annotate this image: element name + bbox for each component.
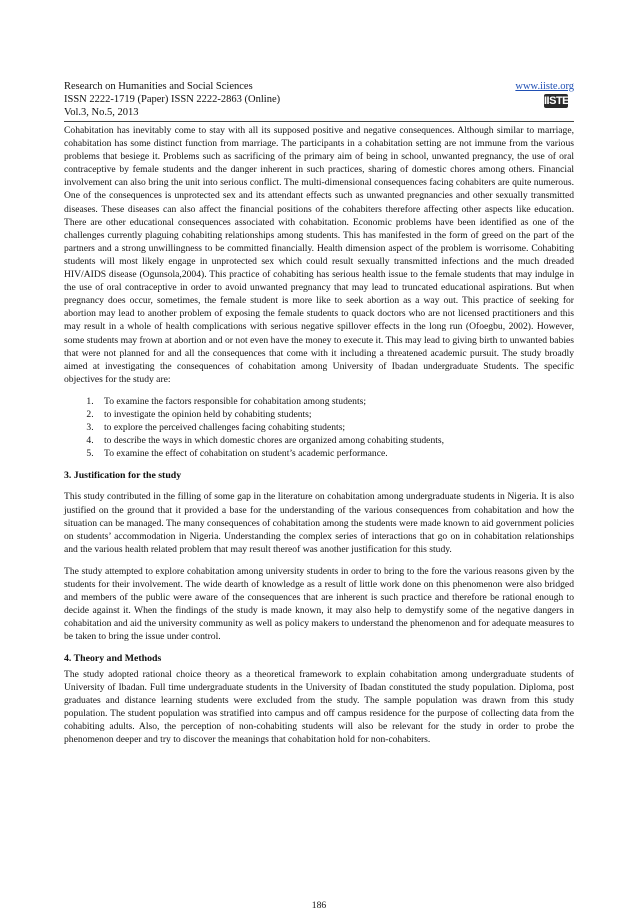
objective-item: 4. to describe the ways in which domestic chores are organized among cohabiting students, bbox=[96, 434, 574, 447]
article-body bbox=[64, 124, 574, 746]
objective-item: 3. to explore the perceived challenges facing cohabiting students; bbox=[96, 421, 574, 434]
objective-item: 2. to investigate the opinion held by cohabiting students; bbox=[96, 408, 574, 421]
page-number: 186 bbox=[311, 900, 327, 911]
objectives-list bbox=[64, 395, 574, 460]
intro-paragraph: Cohabitation has inevitably come to stay with all its supposed positive and negative consequences. Although similar to marriage, cohabitation has some distinct function from marriage. The participants in a cohabitation setting are not immune from the various problems that besiege it. Problems such as sacrificing of the primary aim of being in school, unwanted pregnancy, the use of oral contraceptive by female students and the danger inherent in such practices, sharing of domestic chores among others. Financial involvement can also bring the unit into serious conflict. The multi-dimensional consequences facing cohabiters are quite numerous. One of the consequences is unprotected sex and its attendant effects such as unwanted pregnancies and other sexually transmitted diseases. These diseases can also affect the financial positions of the cohabiters therefore affecting other aspects like education. There are other educational consequences associated with cohabitation. Economic problems have been identified as one of the challenges currently plaguing cohabiting relationships among students. This has manifested in the form of greed on the part of the partners and a strong unwillingness to be committed financially. Health dimension aspect of the problem is worrisome. Cohabiting students will most likely engage in unprotected sex which could result sexually transmitted infections and the much dreaded HIV/AIDS disease (Ogunsola,2004). This practice of cohabiting has serious health issue to the female students that may indulge in the use of oral contraceptive in order to avoid unwanted pregnancy that may lead to truncated educational aspirations. But when pregnancy does occur, sometimes, the female student is more like to seek abortion as a way out. This practice of seeking for abortion may lead to another problem of exposing the female students to quack doctors who are not licensed practitioners and this may result in a whole of health complications with serious negative spillover effects in the long run (Ofoegbu, 2002). However, some students may frown at abortion and or not even have the money to execute it. This may lead to giving birth to unwanted babies that were not planned for and all the consequences that come with it including a threatened academic pursuit. The study broadly aimed at investigating the consequences of cohabitation among University of Ibadan undergraduate Students. The specific objectives for the study are: bbox=[64, 125, 574, 385]
objective-item: 5. To examine the effect of cohabitation on student’s academic performance. bbox=[96, 447, 574, 460]
journal-header bbox=[64, 80, 574, 119]
header-divider bbox=[64, 121, 574, 122]
section-3-paragraph-1: This study contributed in the filling of some gap in the literature on cohabitation among undergraduate students in Nigeria. It is also justified on the ground that it provided a base for the understanding of the various consequences from cohabitation and how the situation can be managed. The many consequences of cohabitation among the students were made known to aid government policies on students’ accommodation in Nigeria. Understanding the complex series of interactions that go on in cohabitation relationships and the various health related problem that may result thereof was another justification for this study. bbox=[64, 491, 574, 555]
section-4-paragraph-1: The study adopted rational choice theory as a theoretical framework to explain cohabitation among undergraduate students of University of Ibadan. Full time undergraduate students in the University of Ibadan constituted the study population. Diploma, post graduates and distance learning students were excluded from the study. The sample population was drawn from this study population. The student population was stratified into campus and off campus residence for the purpose of collecting data from the cohabiting adults. Also, the perception of non-cohabiting students will also be relevant for the study in order to probe the phenomenon deeper and try to discover the meanings that cohabitation hold for non-cohabiters. bbox=[64, 668, 574, 746]
section-3-heading: 3. Justification for the study bbox=[64, 470, 182, 482]
journal-title: Research on Humanities and Social Sciences bbox=[64, 81, 253, 92]
journal-issn: ISSN 2222-1719 (Paper) ISSN 2222-2863 (Online) bbox=[64, 94, 281, 105]
document-page bbox=[64, 80, 574, 911]
section-4-heading: 4. Theory and Methods bbox=[64, 653, 162, 665]
section-3-paragraph-2: The study attempted to explore cohabitation among university students in order to bring to the fore the various reasons given by the students for their involvement. The wide dearth of knowledge as a result of little work done on this phenomenon were also bridged and members of the public were aware of the consequences that are inherent is such practice and therefore be rational enough to decide against it. When the findings of the study is made known, it may also help to demystify some of the negative dangers in cohabitation and aid the university community as well as policy makers to understand the phenomenon and for adequate measures to be taken to bring the issue under control. bbox=[64, 565, 574, 643]
journal-volume: Vol.3, No.5, 2013 bbox=[64, 107, 139, 118]
objective-item: 1. To examine the factors responsible for cohabitation among students; bbox=[96, 395, 574, 408]
journal-url-link[interactable]: www.iiste.org bbox=[515, 81, 574, 92]
iiste-logo: IISTE bbox=[544, 95, 570, 107]
